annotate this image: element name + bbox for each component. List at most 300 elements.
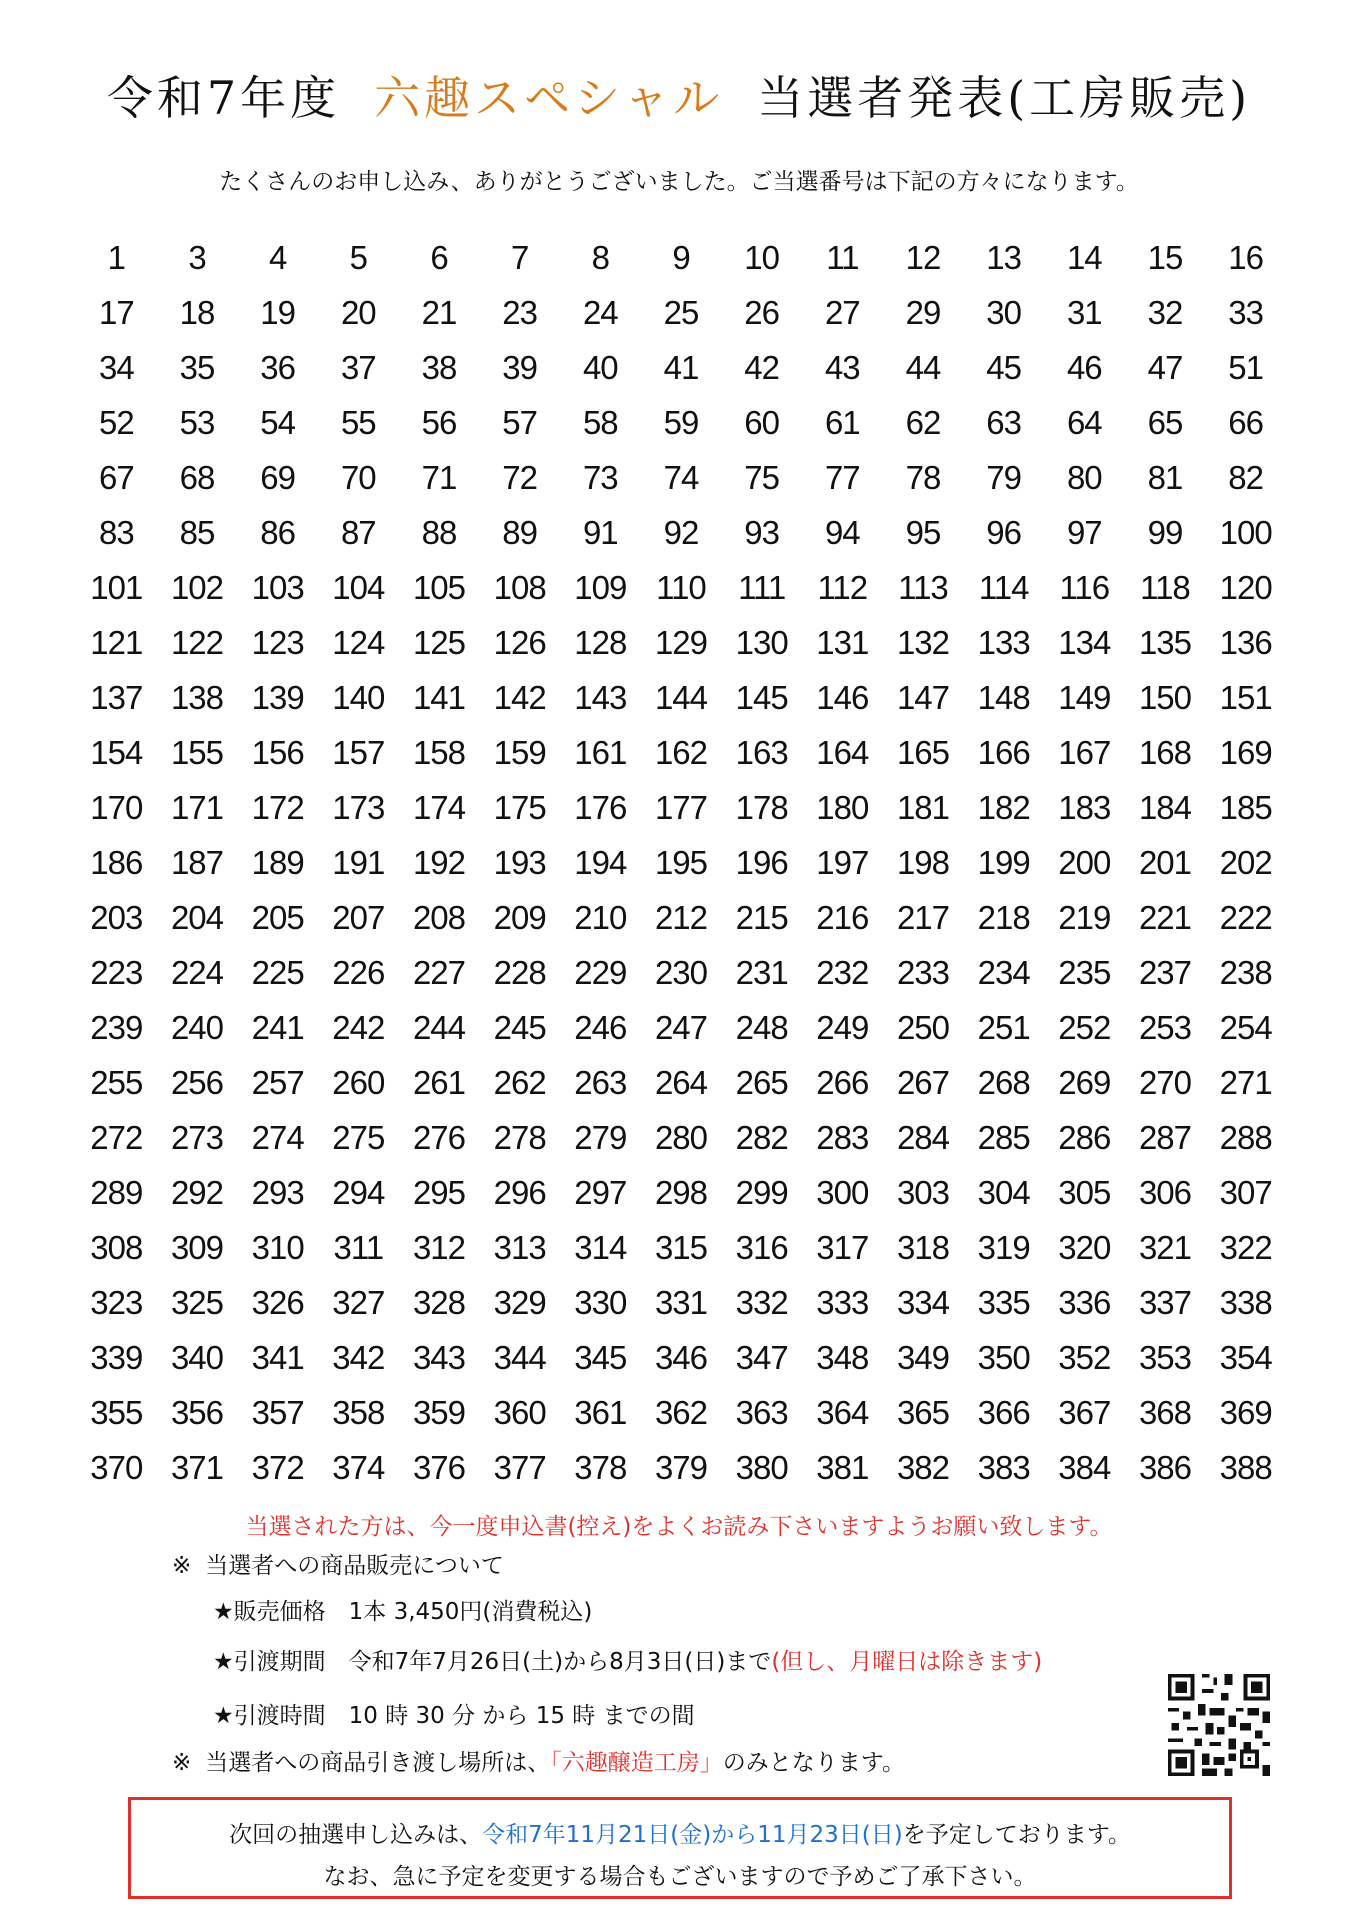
winning-number: 185 — [1219, 789, 1272, 826]
winning-number: 265 — [735, 1064, 788, 1101]
winning-number: 362 — [654, 1394, 708, 1431]
winning-number: 43 — [824, 349, 860, 386]
winning-number: 306 — [1138, 1174, 1192, 1211]
winning-number: 255 — [90, 1064, 143, 1101]
winning-number: 1 — [107, 239, 125, 276]
winning-number: 39 — [502, 349, 538, 386]
winning-number: 200 — [1058, 844, 1111, 881]
winning-number: 91 — [582, 514, 618, 551]
winning-number: 222 — [1219, 899, 1272, 936]
winning-number: 54 — [260, 404, 296, 441]
winning-number: 183 — [1058, 789, 1111, 826]
winning-number: 203 — [90, 899, 143, 936]
winning-number: 369 — [1219, 1394, 1272, 1431]
winning-number: 235 — [1058, 954, 1111, 991]
winning-number: 68 — [179, 459, 215, 496]
winning-number: 130 — [735, 624, 788, 661]
winning-number: 336 — [1058, 1284, 1111, 1321]
winning-number: 233 — [896, 954, 950, 991]
winning-number: 126 — [493, 624, 546, 661]
winning-number: 168 — [1138, 734, 1192, 771]
winning-number: 151 — [1219, 679, 1272, 716]
sales-heading-text: 当選者への商品販売について — [205, 1553, 504, 1579]
winning-number: 144 — [654, 679, 708, 716]
winning-number: 121 — [90, 624, 143, 661]
winning-number: 72 — [502, 459, 538, 496]
winning-number: 325 — [170, 1284, 224, 1321]
winning-number: 31 — [1066, 294, 1102, 331]
winning-number: 18 — [179, 294, 215, 331]
winning-number: 308 — [90, 1229, 143, 1266]
winning-number: 382 — [896, 1449, 950, 1486]
winning-number: 32 — [1147, 294, 1183, 331]
winning-number: 135 — [1138, 624, 1192, 661]
winning-number: 129 — [654, 624, 708, 661]
winning-number: 87 — [340, 514, 376, 551]
winning-number: 374 — [332, 1449, 385, 1486]
winning-number: 118 — [1140, 569, 1190, 606]
next-lottery-dates: 令和7年11月21日(金)から11月23日(日) — [482, 1822, 903, 1848]
winning-number: 82 — [1228, 459, 1264, 496]
winning-number: 344 — [493, 1339, 546, 1376]
winning-number: 217 — [896, 899, 950, 936]
winning-number: 293 — [251, 1174, 304, 1211]
winning-number: 257 — [251, 1064, 304, 1101]
winning-number: 287 — [1138, 1119, 1192, 1156]
winning-number: 143 — [574, 679, 627, 716]
winning-number: 229 — [574, 954, 627, 991]
winning-number: 35 — [179, 349, 215, 386]
winning-number: 157 — [332, 734, 385, 771]
winning-number: 294 — [332, 1174, 385, 1211]
sales-time: ★引渡時間 10 時 30 分 から 15 時 までの間 — [213, 1703, 695, 1729]
winning-number: 141 — [412, 679, 466, 716]
next-lottery-line2: なお、急に予定を変更する場合もございますので予めご了承下さい。 — [323, 1864, 1037, 1890]
winning-number: 5 — [349, 239, 367, 276]
note-mark: ※ — [172, 1750, 192, 1776]
winning-number: 364 — [816, 1394, 869, 1431]
winning-number: 312 — [412, 1229, 466, 1266]
winning-number: 187 — [170, 844, 224, 881]
winning-number: 199 — [977, 844, 1030, 881]
winning-number: 270 — [1138, 1064, 1192, 1101]
winning-number: 376 — [412, 1449, 466, 1486]
winning-number: 192 — [412, 844, 466, 881]
winning-number: 14 — [1066, 239, 1102, 276]
winning-number: 174 — [412, 789, 466, 826]
winning-number: 361 — [574, 1394, 627, 1431]
winning-number: 57 — [502, 404, 538, 441]
winning-number: 158 — [412, 734, 466, 771]
winning-number: 276 — [412, 1119, 466, 1156]
winning-number: 353 — [1138, 1339, 1192, 1376]
winning-number: 322 — [1219, 1229, 1272, 1266]
winning-number: 368 — [1138, 1394, 1192, 1431]
winning-number: 110 — [656, 569, 706, 606]
winning-number: 79 — [986, 459, 1022, 496]
winning-number: 254 — [1219, 1009, 1272, 1046]
winning-number: 15 — [1147, 239, 1183, 276]
winning-number: 77 — [824, 459, 860, 496]
winning-number: 266 — [816, 1064, 869, 1101]
winning-number: 155 — [170, 734, 224, 771]
winning-number: 309 — [170, 1229, 224, 1266]
winning-number: 29 — [905, 294, 941, 331]
winning-number: 69 — [260, 459, 296, 496]
winning-number: 288 — [1219, 1119, 1272, 1156]
winning-number: 122 — [170, 624, 224, 661]
winning-number: 96 — [986, 514, 1022, 551]
winning-number: 70 — [340, 459, 376, 496]
winning-number: 194 — [574, 844, 627, 881]
winning-number: 365 — [896, 1394, 950, 1431]
winner-notice: 当選された方は、今一度申込書(控え)をよくお読み下さいますようお願い致します。 — [245, 1514, 1113, 1540]
winning-number: 10 — [744, 239, 780, 276]
winning-number: 123 — [251, 624, 304, 661]
winning-number: 380 — [735, 1449, 788, 1486]
winning-number: 80 — [1066, 459, 1102, 496]
winning-number: 13 — [986, 239, 1022, 276]
winning-number: 113 — [898, 569, 948, 606]
winning-number: 51 — [1228, 349, 1264, 386]
winning-number: 9 — [672, 239, 690, 276]
winning-number: 352 — [1058, 1339, 1111, 1376]
winning-number: 384 — [1058, 1449, 1111, 1486]
winning-numbers-grid — [76, 230, 1286, 1495]
sales-period-text: ★引渡期間 令和7年7月26日(土)から8月3日(日)まで — [213, 1649, 772, 1675]
winning-number: 271 — [1219, 1064, 1272, 1101]
winning-number: 326 — [251, 1284, 304, 1321]
qr-code-icon[interactable] — [1164, 1670, 1274, 1780]
winning-number: 311 — [333, 1229, 384, 1266]
winning-number: 210 — [574, 899, 627, 936]
winning-number: 67 — [98, 459, 134, 496]
next-lottery-line1 — [131, 1816, 1229, 1849]
winning-number: 283 — [816, 1119, 869, 1156]
winning-number: 378 — [574, 1449, 627, 1486]
winning-number: 205 — [251, 899, 304, 936]
winning-number: 159 — [493, 734, 546, 771]
winning-number: 150 — [1138, 679, 1192, 716]
winning-number: 237 — [1138, 954, 1192, 991]
winning-number: 241 — [251, 1009, 304, 1046]
winning-number: 147 — [896, 679, 950, 716]
winning-number: 286 — [1058, 1119, 1111, 1156]
winning-number: 343 — [412, 1339, 466, 1376]
winning-number: 42 — [744, 349, 780, 386]
winning-number: 148 — [977, 679, 1030, 716]
winning-number: 154 — [90, 734, 143, 771]
winning-number: 304 — [977, 1174, 1030, 1211]
winning-number: 170 — [90, 789, 143, 826]
pickup-place-before: 当選者への商品引き渡し場所は、 — [205, 1750, 551, 1776]
winning-number: 38 — [421, 349, 457, 386]
sales-heading — [172, 1547, 504, 1580]
winning-number: 313 — [493, 1229, 546, 1266]
winning-number: 355 — [90, 1394, 143, 1431]
winning-number: 238 — [1219, 954, 1272, 991]
pickup-place — [172, 1744, 905, 1777]
winning-number: 125 — [412, 624, 466, 661]
winning-number: 269 — [1058, 1064, 1111, 1101]
winning-number: 75 — [744, 459, 780, 496]
winning-number: 386 — [1138, 1449, 1192, 1486]
winning-number: 337 — [1138, 1284, 1192, 1321]
winning-number: 383 — [977, 1449, 1030, 1486]
winning-number: 264 — [654, 1064, 708, 1101]
winning-number: 46 — [1066, 349, 1102, 386]
winning-number: 23 — [502, 294, 538, 331]
winning-number: 224 — [170, 954, 224, 991]
winning-number: 332 — [735, 1284, 788, 1321]
thanks-message: たくさんのお申し込み、ありがとうございました。ご当選番号は下記の方々になります。 — [219, 169, 1139, 195]
winning-number: 295 — [412, 1174, 466, 1211]
winning-number: 163 — [735, 734, 788, 771]
winning-number: 334 — [896, 1284, 950, 1321]
winning-number: 346 — [654, 1339, 708, 1376]
winning-number: 285 — [977, 1119, 1030, 1156]
page-title — [0, 62, 1358, 128]
winning-number: 146 — [816, 679, 869, 716]
winning-number: 307 — [1219, 1174, 1272, 1211]
winning-number: 65 — [1147, 404, 1183, 441]
winning-number: 263 — [574, 1064, 627, 1101]
winning-number: 208 — [412, 899, 466, 936]
winning-number: 101 — [90, 569, 143, 606]
winning-number: 131 — [816, 624, 869, 661]
winning-number: 37 — [340, 349, 376, 386]
winning-number: 166 — [977, 734, 1030, 771]
winning-number: 303 — [896, 1174, 950, 1211]
winning-number: 95 — [905, 514, 941, 551]
winning-number: 120 — [1219, 569, 1272, 606]
winning-number: 245 — [493, 1009, 546, 1046]
winning-number: 330 — [574, 1284, 627, 1321]
winning-number: 94 — [824, 514, 860, 551]
winning-number: 247 — [654, 1009, 708, 1046]
title-suffix: 当選者発表(工房販売) — [757, 71, 1252, 125]
sales-period — [213, 1643, 1042, 1676]
winning-number: 165 — [896, 734, 950, 771]
winning-number: 219 — [1058, 899, 1111, 936]
winning-number: 252 — [1058, 1009, 1111, 1046]
winning-number: 216 — [816, 899, 869, 936]
winning-number: 138 — [170, 679, 224, 716]
winning-number: 81 — [1147, 459, 1183, 496]
winning-number: 128 — [574, 624, 627, 661]
winning-number: 184 — [1138, 789, 1192, 826]
winning-number: 338 — [1219, 1284, 1272, 1321]
winning-number: 248 — [735, 1009, 788, 1046]
winning-number: 354 — [1219, 1339, 1272, 1376]
winning-number: 176 — [574, 789, 627, 826]
winning-number: 275 — [332, 1119, 385, 1156]
winning-number: 189 — [251, 844, 304, 881]
winning-number: 202 — [1219, 844, 1272, 881]
winning-number: 239 — [90, 1009, 143, 1046]
winning-number: 218 — [977, 899, 1030, 936]
winning-number: 339 — [90, 1339, 143, 1376]
winning-number: 323 — [90, 1284, 143, 1321]
winning-number: 251 — [977, 1009, 1030, 1046]
winning-number: 62 — [905, 404, 941, 441]
winning-number: 278 — [493, 1119, 546, 1156]
winning-number: 53 — [179, 404, 215, 441]
winning-number: 105 — [412, 569, 466, 606]
winning-number: 356 — [170, 1394, 224, 1431]
winning-number: 321 — [1138, 1229, 1192, 1266]
winning-number: 102 — [170, 569, 224, 606]
winning-number: 310 — [251, 1229, 304, 1266]
winning-number: 228 — [493, 954, 546, 991]
winning-number: 86 — [260, 514, 296, 551]
winning-number: 331 — [654, 1284, 708, 1321]
winning-number: 40 — [582, 349, 618, 386]
winning-number: 359 — [412, 1394, 466, 1431]
winning-number: 58 — [582, 404, 618, 441]
winning-number: 12 — [905, 239, 941, 276]
winning-number: 314 — [574, 1229, 627, 1266]
winning-number: 103 — [251, 569, 304, 606]
winning-number: 132 — [896, 624, 950, 661]
winning-number: 230 — [654, 954, 708, 991]
winning-number: 191 — [332, 844, 385, 881]
winning-number: 88 — [421, 514, 457, 551]
winning-number: 63 — [986, 404, 1022, 441]
winning-number: 89 — [502, 514, 538, 551]
winning-number: 345 — [574, 1339, 627, 1376]
winning-number: 11 — [826, 239, 859, 276]
winning-number: 340 — [170, 1339, 224, 1376]
winning-number: 17 — [98, 294, 134, 331]
winning-number: 250 — [896, 1009, 950, 1046]
winning-number: 256 — [170, 1064, 224, 1101]
next-lottery-after: を予定しております。 — [902, 1822, 1131, 1848]
winning-number: 93 — [744, 514, 780, 551]
winning-number: 59 — [663, 404, 699, 441]
winning-number: 124 — [332, 624, 385, 661]
winning-number: 350 — [977, 1339, 1030, 1376]
winning-number: 26 — [744, 294, 780, 331]
winning-number: 111 — [738, 569, 786, 606]
winning-number: 335 — [977, 1284, 1030, 1321]
winning-number: 231 — [735, 954, 788, 991]
winning-number: 193 — [493, 844, 546, 881]
winning-number: 137 — [90, 679, 143, 716]
winning-number: 273 — [170, 1119, 224, 1156]
winning-number: 140 — [332, 679, 385, 716]
next-lottery-box — [128, 1797, 1232, 1899]
winning-number: 371 — [170, 1449, 224, 1486]
pickup-place-name: 「六趣醸造工房」 — [550, 1750, 723, 1776]
winning-number: 172 — [251, 789, 304, 826]
winning-number: 136 — [1219, 624, 1272, 661]
winning-number: 167 — [1058, 734, 1111, 771]
winning-number: 333 — [816, 1284, 869, 1321]
winning-number: 33 — [1228, 294, 1264, 331]
winning-number: 142 — [493, 679, 546, 716]
winning-number: 78 — [905, 459, 941, 496]
winning-number: 4 — [268, 239, 287, 276]
winning-number: 60 — [744, 404, 780, 441]
winning-number: 30 — [986, 294, 1022, 331]
winning-number: 24 — [582, 294, 618, 331]
winning-number: 181 — [896, 789, 950, 826]
winning-number: 171 — [170, 789, 224, 826]
winning-number: 240 — [170, 1009, 224, 1046]
winning-number: 97 — [1066, 514, 1102, 551]
winning-number: 367 — [1058, 1394, 1111, 1431]
winning-number: 215 — [735, 899, 788, 936]
winning-number: 6 — [430, 239, 448, 276]
winning-number: 108 — [493, 569, 546, 606]
winning-number: 169 — [1219, 734, 1272, 771]
winning-number: 21 — [421, 294, 457, 331]
winning-number: 44 — [905, 349, 941, 386]
winning-number: 280 — [654, 1119, 708, 1156]
winning-number: 197 — [816, 844, 869, 881]
winning-number: 139 — [251, 679, 304, 716]
winning-number: 16 — [1228, 239, 1264, 276]
winning-number: 225 — [251, 954, 304, 991]
winning-number: 232 — [816, 954, 869, 991]
winning-number: 175 — [493, 789, 546, 826]
winning-number: 55 — [340, 404, 376, 441]
winning-number: 47 — [1147, 349, 1183, 386]
winning-number: 64 — [1066, 404, 1102, 441]
winning-number: 156 — [251, 734, 304, 771]
winning-number: 329 — [493, 1284, 546, 1321]
winning-number: 223 — [90, 954, 143, 991]
winning-number: 348 — [816, 1339, 869, 1376]
winning-number: 3 — [188, 239, 206, 276]
winning-number: 357 — [251, 1394, 304, 1431]
winning-number: 341 — [251, 1339, 304, 1376]
winning-number: 249 — [816, 1009, 869, 1046]
winning-number: 272 — [90, 1119, 143, 1156]
winning-number: 61 — [824, 404, 860, 441]
winning-number: 260 — [332, 1064, 385, 1101]
winning-number: 66 — [1228, 404, 1264, 441]
winning-number: 296 — [493, 1174, 546, 1211]
winning-number: 8 — [591, 239, 609, 276]
winning-number: 100 — [1219, 514, 1272, 551]
winning-number: 195 — [654, 844, 708, 881]
winning-number: 316 — [735, 1229, 788, 1266]
winning-number: 246 — [574, 1009, 627, 1046]
winning-number: 36 — [260, 349, 296, 386]
winning-number: 20 — [340, 294, 376, 331]
winning-number: 358 — [332, 1394, 385, 1431]
winning-number: 279 — [574, 1119, 627, 1156]
winning-number: 292 — [170, 1174, 224, 1211]
winning-number: 209 — [493, 899, 546, 936]
winning-number: 182 — [977, 789, 1030, 826]
winning-number: 226 — [332, 954, 385, 991]
winning-number: 297 — [574, 1174, 627, 1211]
winning-number: 360 — [493, 1394, 546, 1431]
winning-number: 7 — [510, 239, 529, 276]
winning-number: 267 — [896, 1064, 950, 1101]
winning-number: 173 — [332, 789, 385, 826]
winning-number: 71 — [421, 459, 457, 496]
winning-number: 327 — [332, 1284, 385, 1321]
winning-number: 92 — [663, 514, 699, 551]
winning-number: 377 — [493, 1449, 546, 1486]
winning-number: 83 — [98, 514, 134, 551]
winning-number: 299 — [735, 1174, 788, 1211]
winning-number: 282 — [735, 1119, 788, 1156]
